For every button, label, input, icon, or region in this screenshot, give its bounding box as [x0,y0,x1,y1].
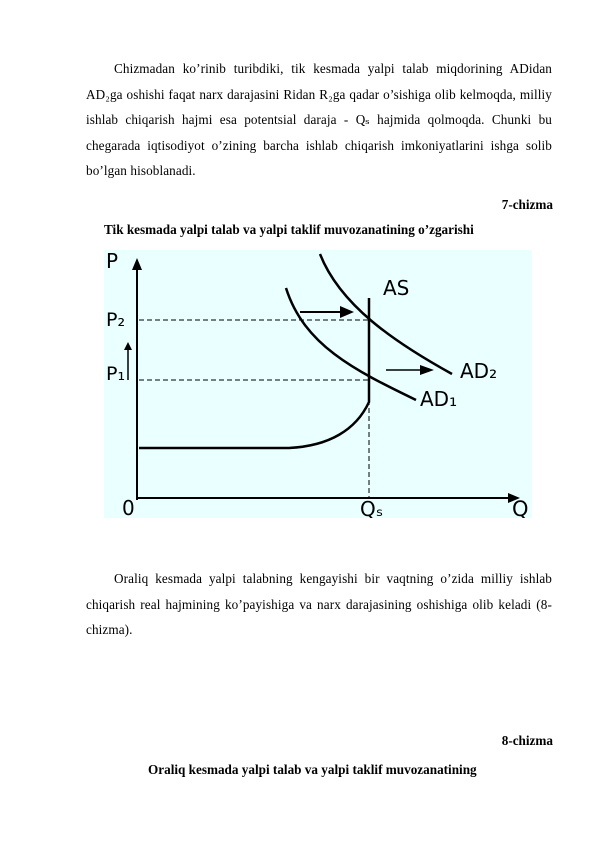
ad1-series-label: AD₁ [420,387,458,411]
as-series-label: AS [383,276,410,300]
chart-background [104,250,532,518]
y-axis-label: P [106,250,119,273]
origin-label: 0 [122,496,135,518]
x-axis-label: Q [512,497,529,518]
p1-tick-label: P₁ [106,363,126,385]
paragraph-middle-segment: Oraliq kesmada yalpi talabning kengayishi bir vaqtning o’zida milliy ishlab chiqarish real hajmining ko’payishiga va narx darajasining oshishiga olib keladi (8-chizma). [86,571,552,637]
figure-7-caption: Tik kesmada yalpi talab va yalpi taklif muvozanatining o’zgarishi [104,222,474,237]
qs-tick-label: Qₛ [360,497,384,518]
p2-tick-label: P₂ [106,309,126,331]
ad-as-chart-svg [104,250,532,518]
paragraph-intro: Chizmadan ko’rinib turibdiki, tik kesmada yalpi talab miqdorining ADidan AD₂ga oshishi faqat narx darajasini Ridan R₂ga qadar o’sishiga olib kelmoqda, milliy ishlab chiqarish hajmi esa potentsial daraja - Qₛ hajmida qolmoqda. Chunki bu chegarada iqtisodiyot o’zining barcha ishlab chiqarish imkoniyatlarini ishga solib bo’lgan hisoblanadi. [86,61,552,178]
figure-8-caption: Oraliq kesmada yalpi talab va yalpi taklif muvozanatining [148,762,477,777]
figure-8-label: 8-chizma [501,733,553,748]
figure-7-label: 7-chizma [501,197,553,212]
ad-as-chart [104,250,532,518]
ad2-series-label: AD₂ [460,359,498,383]
